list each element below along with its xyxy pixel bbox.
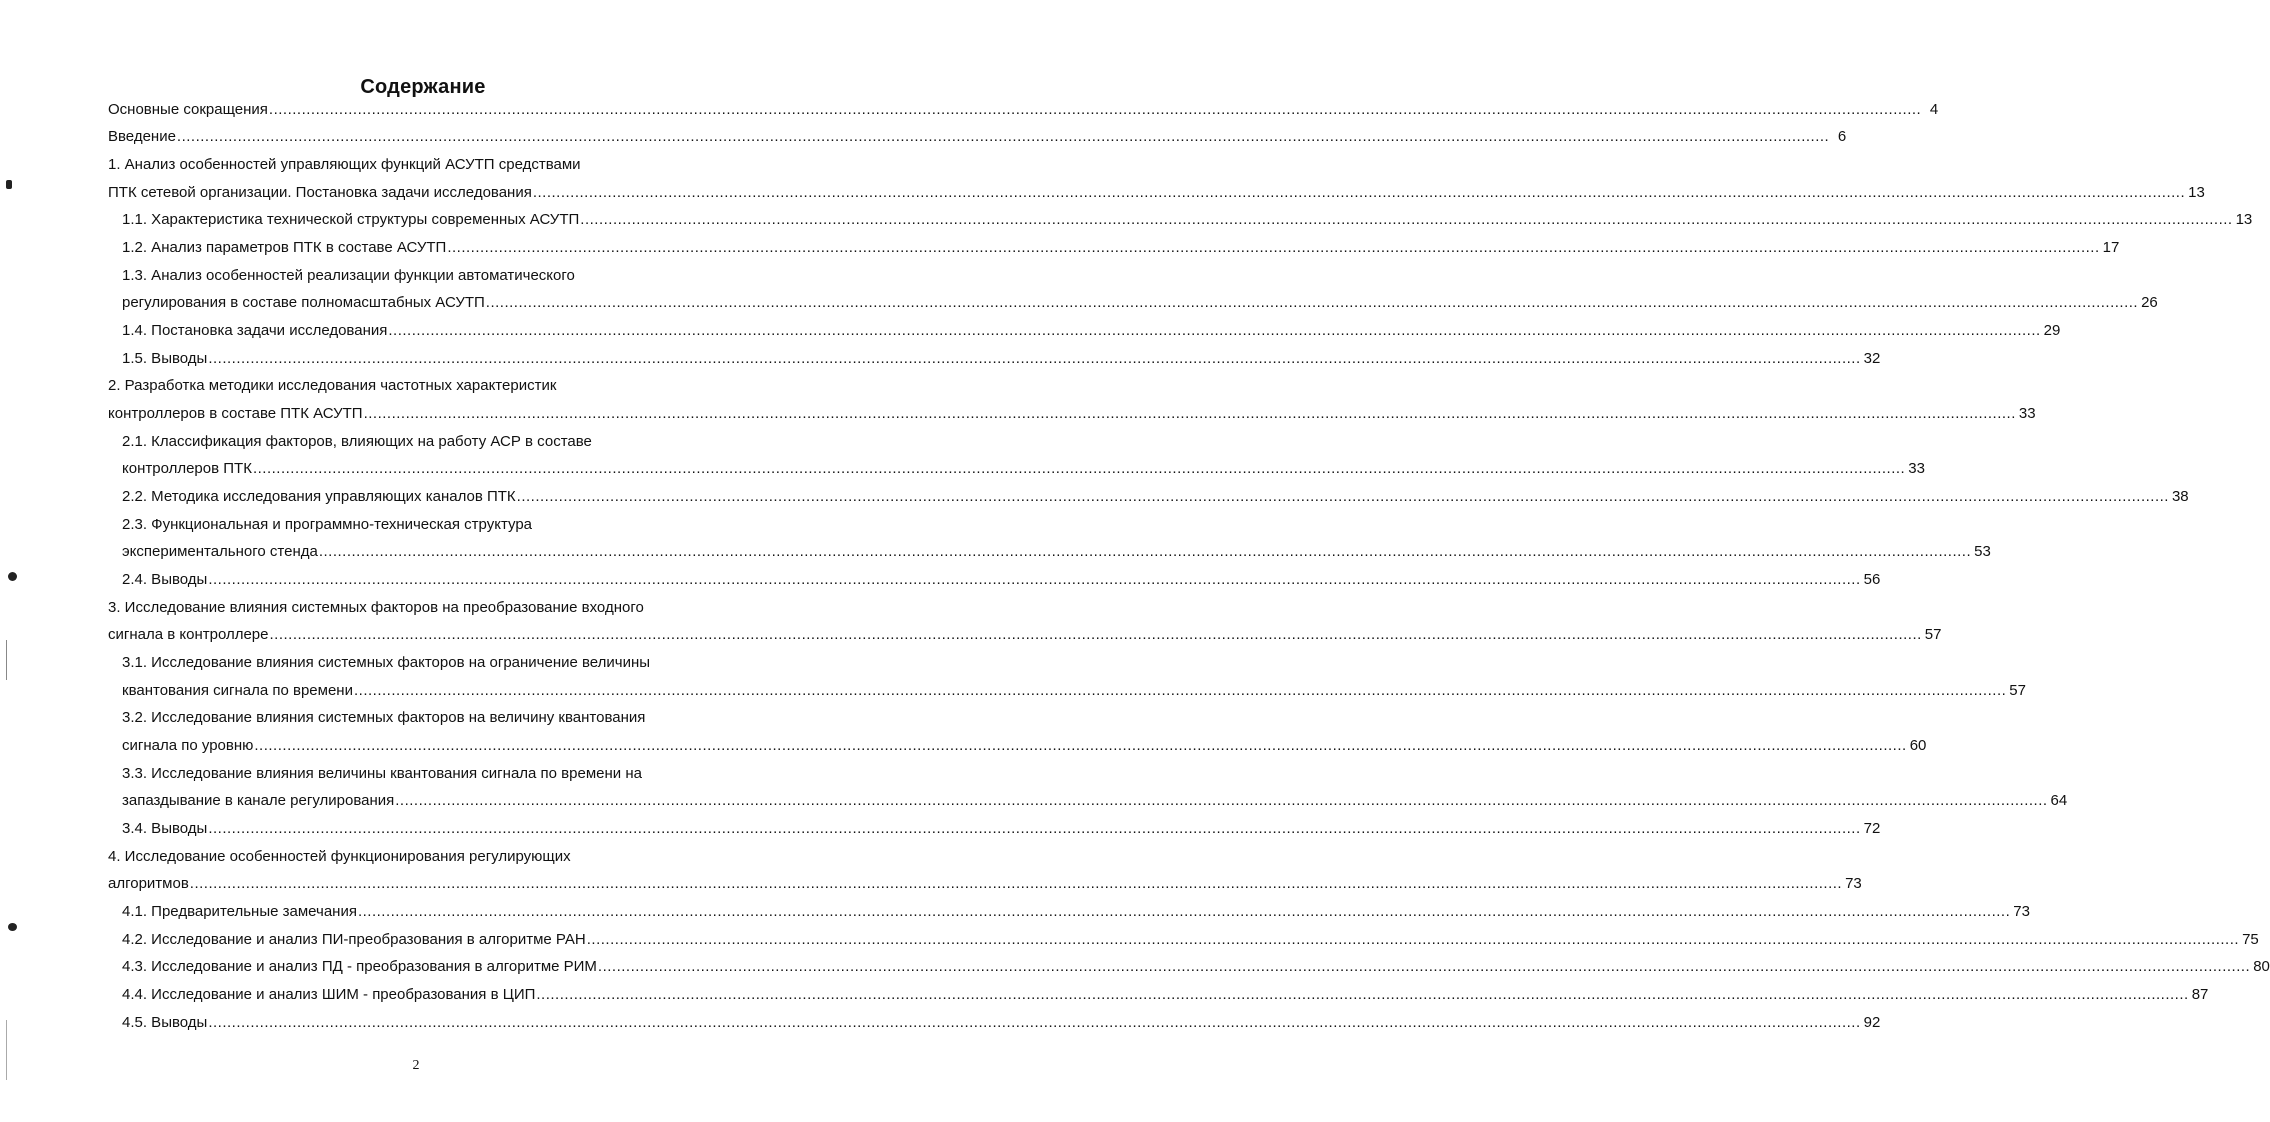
toc-entry-text: 2.4. Выводы: [122, 571, 208, 588]
toc-entry: [122, 540, 1991, 564]
toc-entry-text: 1.4. Постановка задачи исследования: [122, 322, 388, 339]
toc-entry: [122, 291, 2158, 315]
toc-entry-page: 57: [1924, 626, 1942, 643]
toc-entry: [122, 817, 1881, 841]
toc-entry-page: 32: [1863, 350, 1881, 367]
toc-entry-text: квантования сигнала по времени: [122, 682, 353, 699]
toc-entry-text: 2.2. Методика исследования управляющих каналов ПТК: [122, 488, 516, 505]
toc-entry-text: 4. Исследование особенностей функционирования регулирующих: [108, 848, 571, 865]
toc-entry: [108, 153, 740, 177]
toc-entry-text: 1. Анализ особенностей управляющих функций АСУТП средствами: [108, 156, 581, 173]
toc-entry-text: 1.5. Выводы: [122, 350, 208, 367]
toc-entry: [108, 374, 740, 398]
toc-entry-text: Основные сокращения: [108, 101, 268, 118]
toc-entry-text: 4.5. Выводы: [122, 1014, 208, 1031]
toc-entry-text: 3.2. Исследование влияния системных факторов на величину квантования: [122, 709, 646, 726]
toc-entry-page: 87: [2191, 986, 2209, 1003]
toc-entry-page: 33: [1908, 460, 1925, 477]
toc-entry-text: ПТК сетевой организации. Постановка задачи исследования: [108, 184, 532, 201]
toc-entry-page: 92: [1863, 1014, 1881, 1031]
toc-entry-text: 3.4. Выводы: [122, 820, 208, 837]
toc-entry-text: 4.4. Исследование и анализ ШИМ - преобразования в ЦИП: [122, 986, 536, 1003]
toc-entry-page: 73: [2013, 903, 2030, 920]
toc-entry-page: 13: [2188, 184, 2205, 201]
toc-entry: [122, 568, 1881, 592]
toc-entry-text: сигнала по уровню: [122, 737, 254, 754]
toc-entry: [122, 1011, 1881, 1035]
toc-entry: [122, 236, 2120, 260]
toc-entry: [122, 706, 740, 730]
toc-entry: [108, 596, 740, 620]
toc-entry-page: 64: [2050, 792, 2068, 809]
toc-entry-page: 13: [2235, 211, 2253, 228]
toc-entry: [122, 679, 2026, 703]
toc-entry: [122, 485, 2189, 509]
toc-entry-text: 4.3. Исследование и анализ ПД - преобразования в алгоритме РИМ: [122, 958, 597, 975]
toc-entry-page: 4: [1929, 101, 1939, 118]
toc-entry-page: 53: [1974, 543, 1991, 560]
toc-entry: [122, 983, 2209, 1007]
toc-entry-text: 1.1. Характеристика технической структуры современных АСУТП: [122, 211, 580, 228]
toc-entry-page: 72: [1863, 820, 1881, 837]
toc-entry-page: 26: [2141, 294, 2158, 311]
toc-entry-text: 2. Разработка методики исследования частотных характеристик: [108, 377, 557, 394]
toc-entry-page: 80: [2253, 958, 2270, 975]
toc-entry-page: 57: [2009, 682, 2026, 699]
toc-entry: [122, 789, 2068, 813]
toc-entry-text: 2.3. Функциональная и программно-техническая структура: [122, 516, 533, 533]
toc-entry-page: 75: [2242, 931, 2259, 948]
toc-entry: [122, 651, 740, 675]
toc-entry-text: контроллеров ПТК: [122, 460, 252, 477]
toc-entry: [122, 264, 740, 288]
toc-entry: [108, 98, 1939, 122]
toc-entry: [108, 623, 1942, 647]
scan-mark: [8, 572, 17, 581]
toc-entry: [122, 900, 2030, 924]
toc-entry: [122, 955, 2270, 979]
toc-entry-text: сигнала в контроллере: [108, 626, 269, 643]
toc-entry-text: 2.1. Классификация факторов, влияющих на работу АСР в составе: [122, 433, 592, 450]
toc-entry-text: 4.1. Предварительные замечания: [122, 903, 357, 920]
toc-entry-text: запаздывание в канале регулирования: [122, 792, 395, 809]
toc-entry-text: 3. Исследование влияния системных факторов на преобразование входного: [108, 599, 644, 616]
toc-entry-text: алгоритмов: [108, 875, 189, 892]
toc-entry: [108, 872, 1862, 896]
toc-entry: [122, 430, 740, 454]
toc-entry: [122, 513, 740, 537]
toc-entry-page: 33: [2018, 405, 2036, 422]
toc-entry-text: 3.3. Исследование влияния величины квантования сигнала по времени на: [122, 765, 642, 782]
toc-entry-text: 1.2. Анализ параметров ПТК в составе АСУТП: [122, 239, 447, 256]
toc-entry-text: контроллеров в составе ПТК АСУТП: [108, 405, 363, 422]
toc-entry-page: 6: [1837, 128, 1847, 145]
toc-entry: [108, 125, 1847, 149]
toc-entry-page: 73: [1845, 875, 1862, 892]
toc-entry-text: регулирования в составе полномасштабных АСУТП: [122, 294, 485, 311]
toc-entry: [122, 762, 740, 786]
toc-entry-text: Введение: [108, 128, 176, 145]
scan-mark: [8, 923, 17, 931]
toc-entry: [122, 319, 2061, 343]
toc-entry: [108, 845, 740, 869]
toc-entry-page: 17: [2102, 239, 2120, 256]
toc-entry: [122, 457, 1925, 481]
toc-entry-page: 38: [2171, 488, 2189, 505]
toc-entry: [108, 181, 2205, 205]
toc-entry-page: 60: [1909, 737, 1927, 754]
toc-entry-text: 3.1. Исследование влияния системных факторов на ограничение величины: [122, 654, 651, 671]
toc-entry-text: 4.2. Исследование и анализ ПИ-преобразования в алгоритме РАН: [122, 931, 586, 948]
scan-mark: [6, 1020, 7, 1080]
toc-entry-page: 56: [1863, 571, 1881, 588]
scan-mark: [6, 180, 12, 189]
toc-entry: [108, 402, 2036, 426]
toc-entry: [122, 928, 2259, 952]
toc-entry-text: 1.3. Анализ особенностей реализации функции автоматического: [122, 267, 575, 284]
page-title: Содержание: [360, 76, 486, 98]
toc-entry: [122, 208, 2253, 232]
toc-entry-page: 29: [2043, 322, 2061, 339]
scan-mark: [6, 640, 7, 680]
toc-entry-text: экспериментального стенда: [122, 543, 318, 560]
toc-entry: [122, 347, 1881, 371]
page-number: 2: [412, 1058, 420, 1073]
toc-entry: [122, 734, 1927, 758]
